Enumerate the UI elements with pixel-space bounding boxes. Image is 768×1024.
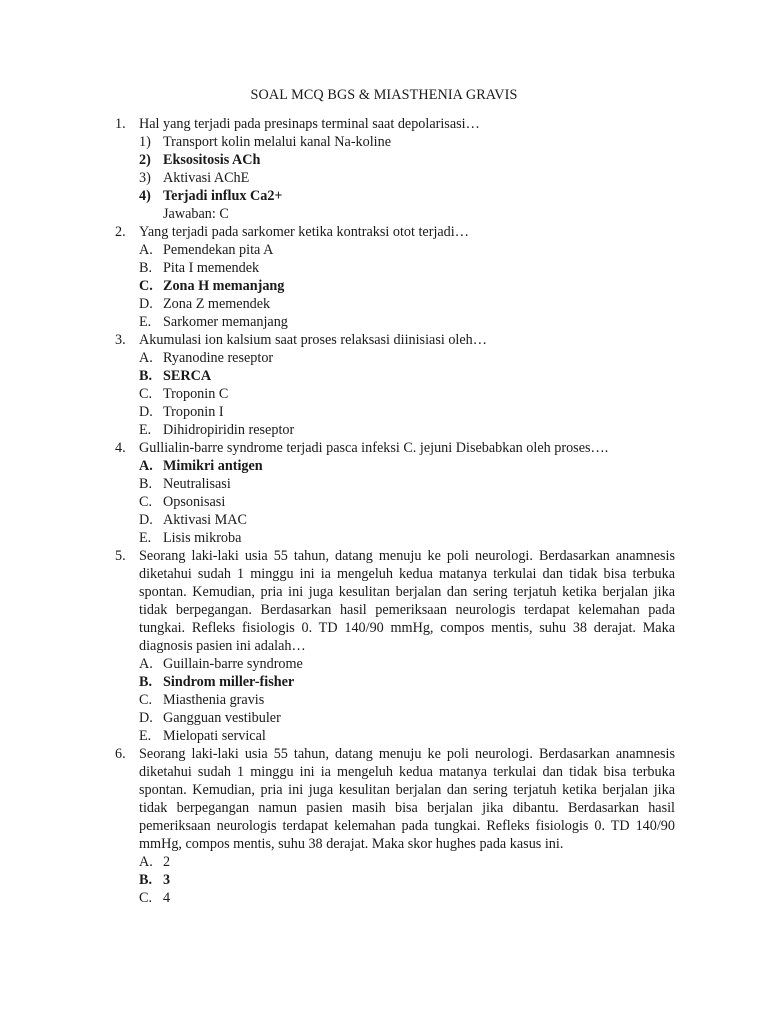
answer-option	[139, 673, 675, 691]
option-label: A.	[139, 854, 153, 870]
answer-option	[139, 493, 675, 511]
option-label: C.	[139, 278, 153, 294]
question-text: Yang terjadi pada sarkomer ketika kontraksi otot terjadi…	[139, 224, 469, 240]
option-label: E.	[139, 314, 152, 330]
option-list	[139, 349, 675, 439]
option-label: D.	[139, 512, 153, 528]
answer-option	[139, 313, 675, 331]
option-text: Transport kolin melalui kanal Na-koline	[163, 134, 392, 150]
answer-option	[139, 421, 675, 439]
option-label: E.	[139, 422, 152, 438]
option-text: Zona Z memendek	[163, 296, 271, 312]
option-list	[139, 457, 675, 547]
option-label: A.	[139, 242, 153, 258]
option-label: 1)	[139, 134, 151, 150]
answer-option	[139, 349, 675, 367]
question-number: 2.	[115, 224, 126, 240]
answer-option	[139, 241, 675, 259]
option-text: Guillain-barre syndrome	[163, 656, 303, 672]
option-label: B.	[139, 476, 153, 492]
answer-option	[139, 457, 675, 475]
answer-option	[139, 367, 675, 385]
question-number: 5.	[115, 548, 126, 564]
option-text: 2	[163, 854, 171, 870]
option-text: Troponin C	[163, 386, 229, 402]
option-text: Pemendekan pita A	[163, 242, 274, 258]
question-text: Hal yang terjadi pada presinaps terminal saat depolarisasi…	[139, 116, 480, 132]
question-text: Seorang laki-laki usia 55 tahun, datang menuju ke poli neurologi. Berdasarkan anamnesis diketahui sudah 1 minggu ini ia mengeluh kedua matanya terkulai dan tidak bisa terbuka spontan. Kemudian, pria ini juga kesulitan berjalan dan sering terjatuh ketika berjalan jika tidak berpegangan namun pasien masih bisa berjalan jika dibantu. Berdasarkan hasil pemeriksaan neurologis terdapat kelemahan pada tungkai. Refleks fisiologis 0. TD 140/90 mmHg, compos mentis, suhu 38 derajat. Maka skor hughes pada kasus ini.	[139, 746, 675, 852]
question-text: Akumulasi ion kalsium saat proses relaksasi diinisiasi oleh…	[139, 332, 487, 348]
answer-option	[139, 655, 675, 673]
answer-option	[139, 169, 675, 187]
question-text: Seorang laki-laki usia 55 tahun, datang menuju ke poli neurologi. Berdasarkan anamnesis diketahui sudah 1 minggu ini ia mengeluh kedua matanya terkulai dan tidak bisa terbuka spontan. Kemudian, pria ini juga kesulitan berjalan dan sering terjatuh ketika berjalan jika tidak berpegangan. Berdasarkan hasil pemeriksaan neurologis terdapat kelemahan pada tungkai. Refleks fisiologis 0. TD 140/90 mmHg, compos mentis, suhu 38 derajat. Maka diagnosis pasien ini adalah…	[139, 548, 675, 654]
option-label: E.	[139, 530, 152, 546]
answer-option	[139, 133, 675, 151]
option-label: A.	[139, 458, 153, 474]
option-list	[139, 853, 675, 907]
option-text: Ryanodine reseptor	[163, 350, 274, 366]
option-label: D.	[139, 404, 153, 420]
option-text: Pita I memendek	[163, 260, 260, 276]
answer-option	[139, 475, 675, 493]
answer-option	[139, 259, 675, 277]
answer-option	[139, 727, 675, 745]
answer-option	[139, 529, 675, 547]
option-text: Sindrom miller-fisher	[163, 674, 295, 690]
option-label: B.	[139, 368, 153, 384]
document-title: SOAL MCQ BGS & MIASTHENIA GRAVIS	[250, 87, 518, 103]
answer-option	[139, 691, 675, 709]
question-number: 3.	[115, 332, 126, 348]
option-label: E.	[139, 728, 152, 744]
question-number: 4.	[115, 440, 126, 456]
option-text: 4	[163, 890, 171, 906]
answer-key: Jawaban: C	[163, 206, 229, 222]
answer-option	[139, 511, 675, 529]
option-text: Eksositosis ACh	[163, 152, 261, 168]
question-item	[115, 115, 675, 223]
option-label: 3)	[139, 170, 151, 186]
option-text: Aktivasi MAC	[163, 512, 247, 528]
option-text: Sarkomer memanjang	[163, 314, 288, 330]
option-text: Terjadi influx Ca2+	[163, 188, 283, 204]
answer-option	[139, 709, 675, 727]
option-text: Aktivasi AChE	[163, 170, 250, 186]
option-label: D.	[139, 710, 153, 726]
question-number: 6.	[115, 746, 126, 762]
option-text: Lisis mikroba	[163, 530, 242, 546]
option-label: C.	[139, 386, 153, 402]
option-text: Gangguan vestibuler	[163, 710, 281, 726]
question-item	[115, 745, 675, 907]
question-item	[115, 223, 675, 331]
option-text: Mimikri antigen	[163, 458, 263, 474]
option-list	[139, 655, 675, 745]
question-text: Gullialin-barre syndrome terjadi pasca infeksi C. jejuni Disebabkan oleh proses….	[139, 440, 609, 456]
question-list	[115, 115, 675, 907]
answer-option	[139, 853, 675, 871]
question-item	[115, 547, 675, 745]
option-label: C.	[139, 692, 153, 708]
question-item	[115, 331, 675, 439]
option-text: Dihidropiridin reseptor	[163, 422, 295, 438]
option-label: B.	[139, 260, 153, 276]
option-text: Neutralisasi	[163, 476, 231, 492]
option-list	[139, 133, 675, 205]
answer-option	[139, 403, 675, 421]
option-text: 3	[163, 872, 171, 888]
answer-option	[139, 871, 675, 889]
option-label: 2)	[139, 152, 151, 168]
answer-option	[139, 385, 675, 403]
answer-option	[139, 277, 675, 295]
option-text: Mielopati servical	[163, 728, 266, 744]
option-list	[139, 241, 675, 331]
option-text: Opsonisasi	[163, 494, 226, 510]
answer-option	[139, 151, 675, 169]
question-item	[115, 439, 675, 547]
option-label: C.	[139, 890, 153, 906]
option-text: Miasthenia gravis	[163, 692, 265, 708]
option-text: Zona H memanjang	[163, 278, 285, 294]
option-text: Troponin I	[163, 404, 224, 420]
question-number: 1.	[115, 116, 126, 132]
option-label: B.	[139, 674, 153, 690]
option-label: A.	[139, 656, 153, 672]
option-label: C.	[139, 494, 153, 510]
option-label: B.	[139, 872, 153, 888]
option-text: SERCA	[163, 368, 212, 384]
answer-option	[139, 889, 675, 907]
answer-option	[139, 295, 675, 313]
option-label: D.	[139, 296, 153, 312]
answer-option	[139, 187, 675, 205]
option-label: A.	[139, 350, 153, 366]
option-label: 4)	[139, 188, 151, 204]
